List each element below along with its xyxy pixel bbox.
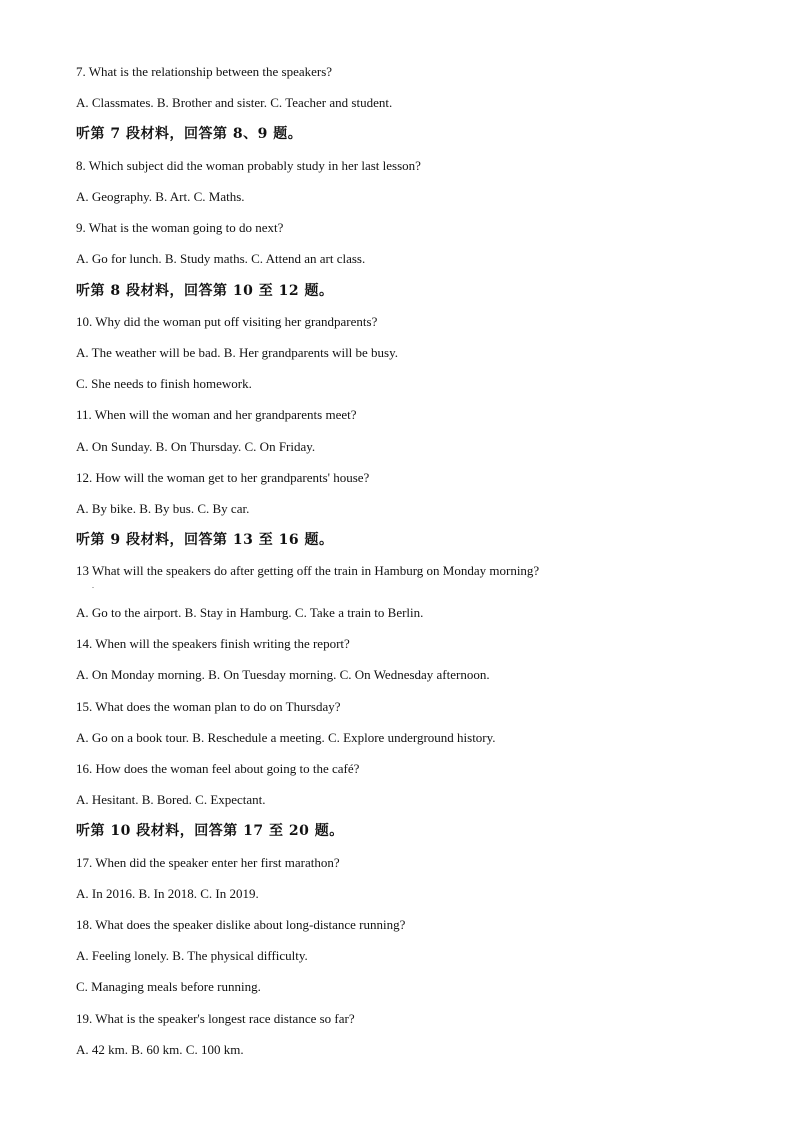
section-heading-8: 听第 8 段材料，回答第 10 至 12 题。: [76, 283, 334, 299]
question-9-options: A. Go for lunch. B. Study maths. C. Attend an art class.: [76, 251, 366, 266]
section-heading-7: 听第 7 段材料，回答第 8、9 题。: [76, 126, 303, 142]
question-18: 18. What does the speaker dislike about long-distance running?: [76, 917, 406, 932]
question-16-options: A. Hesitant. B. Bored. C. Expectant.: [76, 792, 266, 807]
question-14-options: A. On Monday morning. B. On Tuesday morning. C. On Wednesday afternoon.: [76, 667, 490, 682]
question-7: 7. What is the relationship between the speakers?: [76, 64, 333, 79]
section-heading-9: 听第 9 段材料，回答第 13 至 16 题。: [76, 532, 334, 548]
question-8: 8. Which subject did the woman probably study in her last lesson?: [76, 158, 421, 173]
question-12-options: A. By bike. B. By bus. C. By car.: [76, 501, 250, 516]
question-14: 14. When will the speakers finish writing the report?: [76, 636, 350, 651]
question-19: 19. What is the speaker's longest race distance so far?: [76, 1011, 355, 1026]
question-16: 16. How does the woman feel about going to the café?: [76, 761, 360, 776]
question-7-options: A. Classmates. B. Brother and sister. C. Teacher and student.: [76, 95, 393, 110]
question-15: 15. What does the woman plan to do on Thursday?: [76, 699, 341, 714]
section-heading-10: 听第 10 段材料，回答第 17 至 20 题。: [76, 823, 344, 839]
question-13: 13 What will the speakers do after getting off the train in Hamburg on Monday morning?: [76, 563, 540, 578]
question-15-options: A. Go on a book tour. B. Reschedule a meeting. C. Explore underground history.: [76, 730, 496, 745]
question-18-option-c: C. Managing meals before running.: [76, 979, 261, 994]
stray-dot-mark: .: [92, 581, 94, 590]
question-11: 11. When will the woman and her grandparents meet?: [76, 407, 357, 422]
question-8-options: A. Geography. B. Art. C. Maths.: [76, 189, 245, 204]
question-17: 17. When did the speaker enter her first marathon?: [76, 855, 340, 870]
question-9: 9. What is the woman going to do next?: [76, 220, 284, 235]
question-18-options-ab: A. Feeling lonely. B. The physical difficulty.: [76, 948, 308, 963]
question-12: 12. How will the woman get to her grandparents' house?: [76, 470, 370, 485]
question-10-options-ab: A. The weather will be bad. B. Her grandparents will be busy.: [76, 345, 399, 360]
question-13-options: A. Go to the airport. B. Stay in Hamburg. C. Take a train to Berlin.: [76, 605, 424, 620]
question-10: 10. Why did the woman put off visiting her grandparents?: [76, 314, 378, 329]
question-19-options: A. 42 km. B. 60 km. C. 100 km.: [76, 1042, 244, 1057]
question-11-options: A. On Sunday. B. On Thursday. C. On Friday.: [76, 439, 316, 454]
question-10-option-c: C. She needs to finish homework.: [76, 376, 252, 391]
question-17-options: A. In 2016. B. In 2018. C. In 2019.: [76, 886, 259, 901]
